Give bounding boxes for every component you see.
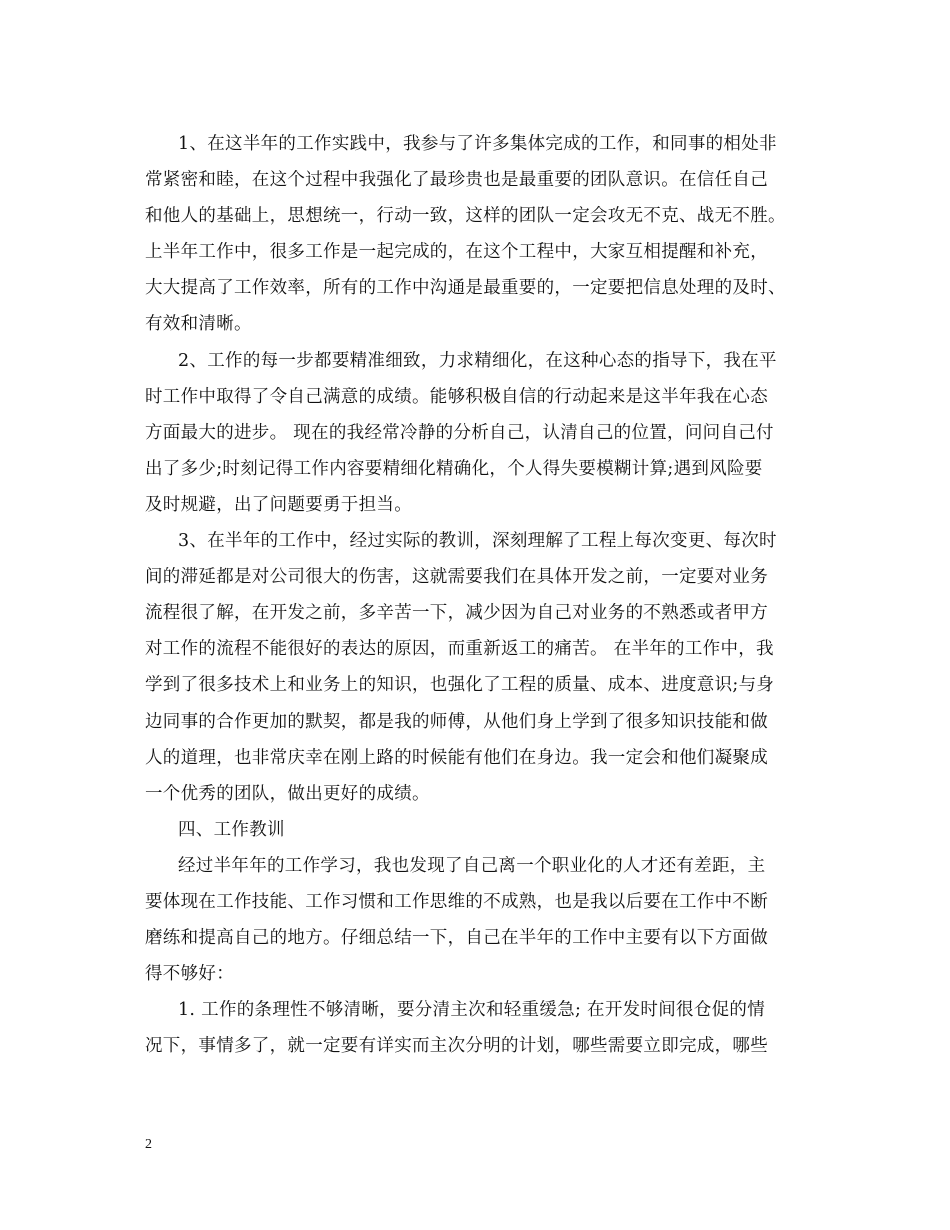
text-line: 人的道理，也非常庆幸在刚上路的时候能有他们在身边。我一定会和他们凝聚成 bbox=[145, 747, 768, 768]
text-line: 得不够好： bbox=[145, 964, 234, 985]
text-line: 要体现在工作技能、工作习惯和工作思维的不成熟，也是我以后要在工作中不断 bbox=[145, 891, 768, 912]
text-line: 大大提高了工作效率，所有的工作中沟通是最重要的，一定要把信息处理的及时、 bbox=[145, 278, 786, 299]
text-line: 间的滞延都是对公司很大的伤害，这就需要我们在具体开发之前，一定要对业务 bbox=[145, 567, 768, 588]
text-line: 一个优秀的团队，做出更好的成绩。 bbox=[145, 783, 430, 804]
text-line: 对工作的流程不能很好的表达的原因，而重新返工的痛苦。 在半年的工作中，我 bbox=[145, 639, 774, 660]
text-line: 边同事的合作更加的默契，都是我的师傅，从他们身上学到了很多知识技能和做 bbox=[145, 711, 768, 732]
text-line: 有效和清晰。 bbox=[145, 314, 252, 335]
text-line: 和他人的基础上，思想统一，行动一致，这样的团队一定会攻无不克、战无不胜。 bbox=[145, 206, 786, 227]
text-line: 况下，事情多了，就一定要有详实而主次分明的计划，哪些需要立即完成，哪些 bbox=[145, 1036, 768, 1057]
text-line: 2、工作的每一步都要精准细致，力求精细化，在这种心态的指导下，我在平 bbox=[178, 350, 777, 371]
text-line: 1、在这半年的工作实践中，我参与了许多集体完成的工作，和同事的相处非 bbox=[178, 134, 777, 154]
text-line: 方面最大的进步。 现在的我经常冷静的分析自己，认清自己的位置，问问自己付 bbox=[145, 422, 774, 443]
text-line: 磨练和提高自己的地方。仔细总结一下，自己在半年的工作中主要有以下方面做 bbox=[145, 928, 768, 949]
text-line: 时工作中取得了令自己满意的成绩。能够积极自信的行动起来是这半年我在心态 bbox=[145, 386, 768, 407]
section-heading: 四、工作教训 bbox=[178, 819, 285, 840]
document-body bbox=[145, 126, 807, 1064]
text-line: 出了多少;时刻记得工作内容要精细化精确化，个人得失要模糊计算;遇到风险要 bbox=[145, 458, 763, 479]
text-line: 流程很了解，在开发之前，多辛苦一下，减少因为自己对业务的不熟悉或者甲方 bbox=[145, 603, 768, 624]
page-number: 2 bbox=[145, 1137, 152, 1152]
text-line: 及时规避，出了问题要勇于担当。 bbox=[145, 494, 412, 515]
text-line: 学到了很多技术上和业务上的知识，也强化了工程的质量、成本、进度意识;与身 bbox=[145, 675, 775, 696]
text-line: 经过半年年的工作学习，我也发现了自己离一个职业化的人才还有差距，主 bbox=[178, 855, 766, 876]
text-line: 上半年工作中，很多工作是一起完成的，在这个工程中，大家互相提醒和补充， bbox=[145, 242, 768, 263]
text-line: 1. 工作的条理性不够清晰，要分清主次和轻重缓急; 在开发时间很仓促的情 bbox=[178, 1000, 766, 1021]
text-line: 常紧密和睦，在这个过程中我强化了最珍贵也是最重要的团队意识。在信任自己 bbox=[145, 170, 768, 191]
text-line: 3、在半年的工作中，经过实际的教训，深刻理解了工程上每次变更、每次时 bbox=[178, 531, 777, 552]
